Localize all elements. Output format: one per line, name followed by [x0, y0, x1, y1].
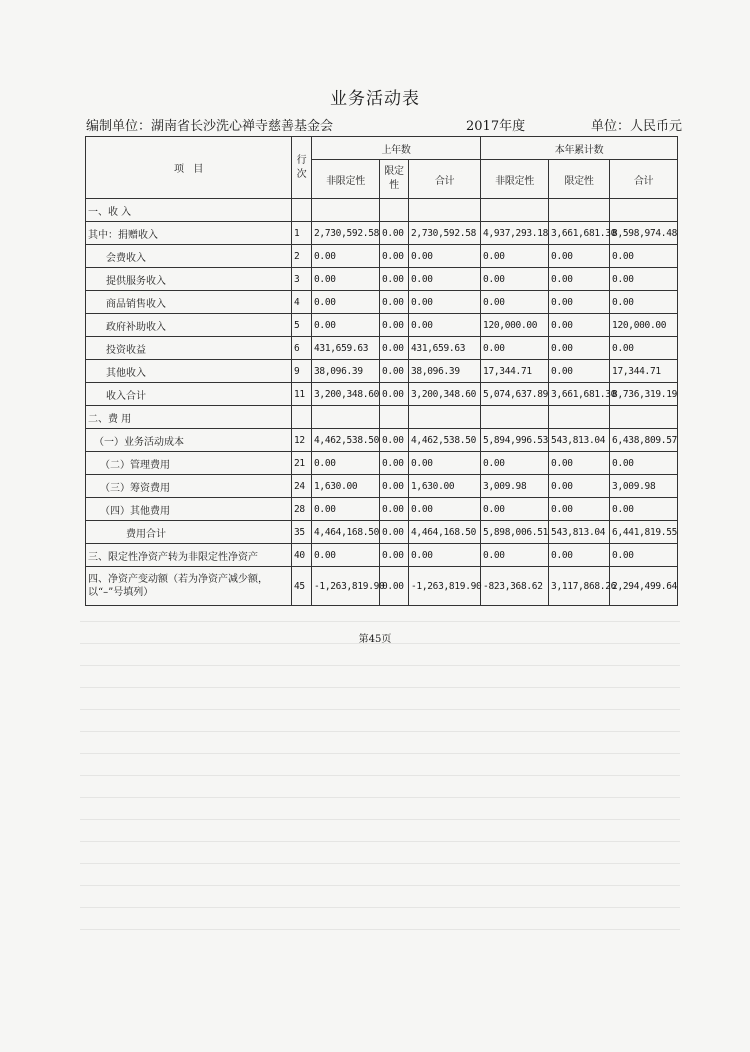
header-curr-total: 合计 [610, 160, 678, 199]
activity-statement-table [85, 136, 678, 606]
cell-prev-unrestricted: 1,630.00 [312, 475, 380, 498]
row-label: 费用合计 [86, 521, 292, 544]
cell-prev-unrestricted: 3,200,348.60 [312, 383, 380, 406]
cell-prev-restricted: 0.00 [380, 452, 409, 475]
cell-prev-total: 4,462,538.50 [409, 429, 481, 452]
cell-curr-total: 0.00 [610, 337, 678, 360]
cell-curr-total: 17,344.71 [610, 360, 678, 383]
cell-prev-restricted: 0.00 [380, 222, 409, 245]
cell-curr-restricted: 0.00 [549, 475, 610, 498]
table-row [86, 245, 678, 268]
cell-prev-restricted: 0.00 [380, 567, 409, 606]
cell-prev-unrestricted: 0.00 [312, 452, 380, 475]
cell-prev-restricted: 0.00 [380, 498, 409, 521]
header-curr-unrestricted: 非限定性 [481, 160, 549, 199]
row-line: 35 [292, 521, 312, 544]
cell-curr-total: 0.00 [610, 245, 678, 268]
cell-curr-total: 0.00 [610, 544, 678, 567]
row-label: （三）筹资费用 [86, 475, 292, 498]
cell-prev-total: 1,630.00 [409, 475, 481, 498]
table-row [86, 452, 678, 475]
cell-curr-total: 6,441,819.55 [610, 521, 678, 544]
cell-prev-unrestricted: 0.00 [312, 544, 380, 567]
cell-curr-unrestricted [481, 406, 549, 429]
cell-prev-restricted: 0.00 [380, 268, 409, 291]
cell-curr-restricted: 0.00 [549, 314, 610, 337]
cell-curr-restricted: 0.00 [549, 291, 610, 314]
row-line: 28 [292, 498, 312, 521]
cell-prev-unrestricted: 38,096.39 [312, 360, 380, 383]
cell-prev-unrestricted: 4,462,538.50 [312, 429, 380, 452]
header-item: 项 目 [86, 137, 292, 199]
header-curr-restricted: 限定性 [549, 160, 610, 199]
cell-curr-unrestricted: 0.00 [481, 337, 549, 360]
cell-curr-unrestricted: 5,898,006.51 [481, 521, 549, 544]
row-label: 商品销售收入 [86, 291, 292, 314]
cell-prev-total: 38,096.39 [409, 360, 481, 383]
header-prev-unrestricted: 非限定性 [312, 160, 380, 199]
cell-curr-restricted: 543,813.04 [549, 521, 610, 544]
cell-curr-total: 6,438,809.57 [610, 429, 678, 452]
table-row [86, 544, 678, 567]
header-prev-restricted: 限定性 [380, 160, 409, 199]
row-line: 24 [292, 475, 312, 498]
cell-curr-restricted: 3,661,681.30 [549, 222, 610, 245]
row-line: 6 [292, 337, 312, 360]
cell-curr-total: 0.00 [610, 498, 678, 521]
cell-prev-unrestricted: 0.00 [312, 314, 380, 337]
row-label: 二、费 用 [86, 406, 292, 429]
row-label: 三、限定性净资产转为非限定性净资产 [86, 544, 292, 567]
header-row-1 [86, 137, 678, 160]
cell-curr-restricted: 0.00 [549, 544, 610, 567]
table-row [86, 222, 678, 245]
cell-prev-total: 4,464,168.50 [409, 521, 481, 544]
row-label: （四）其他费用 [86, 498, 292, 521]
cell-prev-unrestricted: 0.00 [312, 268, 380, 291]
table-row [86, 475, 678, 498]
cell-prev-unrestricted [312, 199, 380, 222]
table-row [86, 337, 678, 360]
row-line: 4 [292, 291, 312, 314]
table-row [86, 199, 678, 222]
cell-curr-unrestricted: 4,937,293.18 [481, 222, 549, 245]
cell-curr-total: 8,598,974.48 [610, 222, 678, 245]
cell-prev-total: 0.00 [409, 268, 481, 291]
row-label: 投资收益 [86, 337, 292, 360]
cell-curr-unrestricted [481, 199, 549, 222]
row-label: 一、收 入 [86, 199, 292, 222]
cell-curr-total: 120,000.00 [610, 314, 678, 337]
row-label: 会费收入 [86, 245, 292, 268]
row-line: 12 [292, 429, 312, 452]
cell-curr-total: 2,294,499.64 [610, 567, 678, 606]
cell-prev-restricted: 0.00 [380, 383, 409, 406]
cell-prev-restricted: 0.00 [380, 544, 409, 567]
cell-prev-total: 0.00 [409, 245, 481, 268]
reporting-entity: 编制单位：湖南省长沙洗心禅寺慈善基金会 [86, 119, 334, 134]
row-line: 40 [292, 544, 312, 567]
cell-curr-unrestricted: 120,000.00 [481, 314, 549, 337]
cell-prev-total: 0.00 [409, 544, 481, 567]
cell-curr-unrestricted: 5,894,996.53 [481, 429, 549, 452]
table-row [86, 314, 678, 337]
header-curr-year: 本年累计数 [481, 137, 678, 160]
cell-prev-restricted: 0.00 [380, 429, 409, 452]
table-row [86, 498, 678, 521]
cell-prev-restricted: 0.00 [380, 314, 409, 337]
header-prev-total: 合计 [409, 160, 481, 199]
header-line: 行次 [292, 137, 312, 199]
cell-curr-unrestricted: 0.00 [481, 291, 549, 314]
cell-prev-total: 0.00 [409, 498, 481, 521]
cell-prev-restricted [380, 199, 409, 222]
cell-curr-total: 8,736,319.19 [610, 383, 678, 406]
row-label: 政府补助收入 [86, 314, 292, 337]
report-header [86, 115, 686, 135]
cell-prev-total: 2,730,592.58 [409, 222, 481, 245]
cell-curr-restricted: 0.00 [549, 360, 610, 383]
row-label: 其他收入 [86, 360, 292, 383]
row-line: 21 [292, 452, 312, 475]
cell-prev-unrestricted: 0.00 [312, 291, 380, 314]
row-label: （二）管理费用 [86, 452, 292, 475]
cell-prev-total: 3,200,348.60 [409, 383, 481, 406]
cell-prev-unrestricted: -1,263,819.90 [312, 567, 380, 606]
row-line: 1 [292, 222, 312, 245]
cell-curr-unrestricted: -823,368.62 [481, 567, 549, 606]
cell-curr-restricted: 3,661,681.30 [549, 383, 610, 406]
row-line: 5 [292, 314, 312, 337]
cell-prev-restricted: 0.00 [380, 521, 409, 544]
cell-curr-unrestricted: 0.00 [481, 544, 549, 567]
row-label: 四、净资产变动额（若为净资产减少额，以“–”号填列） [86, 567, 292, 606]
cell-curr-restricted [549, 199, 610, 222]
table-row [86, 268, 678, 291]
cell-curr-total [610, 406, 678, 429]
cell-curr-restricted: 3,117,868.26 [549, 567, 610, 606]
row-line: 3 [292, 268, 312, 291]
cell-curr-unrestricted: 0.00 [481, 245, 549, 268]
row-line [292, 406, 312, 429]
cell-curr-unrestricted: 0.00 [481, 268, 549, 291]
cell-curr-unrestricted: 17,344.71 [481, 360, 549, 383]
table-row [86, 291, 678, 314]
table-row [86, 360, 678, 383]
cell-curr-restricted: 0.00 [549, 268, 610, 291]
table-row [86, 383, 678, 406]
cell-prev-unrestricted: 2,730,592.58 [312, 222, 380, 245]
cell-prev-total: -1,263,819.90 [409, 567, 481, 606]
report-title: 业务活动表 [330, 89, 420, 109]
cell-curr-unrestricted: 3,009.98 [481, 475, 549, 498]
row-label: 提供服务收入 [86, 268, 292, 291]
row-line [292, 199, 312, 222]
cell-curr-restricted: 543,813.04 [549, 429, 610, 452]
cell-prev-restricted: 0.00 [380, 475, 409, 498]
table-row [86, 429, 678, 452]
cell-curr-unrestricted: 0.00 [481, 452, 549, 475]
cell-prev-total: 0.00 [409, 314, 481, 337]
row-line: 11 [292, 383, 312, 406]
cell-prev-unrestricted [312, 406, 380, 429]
cell-curr-unrestricted: 0.00 [481, 498, 549, 521]
cell-curr-total: 0.00 [610, 268, 678, 291]
cell-prev-unrestricted: 431,659.63 [312, 337, 380, 360]
cell-curr-total: 0.00 [610, 452, 678, 475]
table-row [86, 521, 678, 544]
row-line: 45 [292, 567, 312, 606]
table-row [86, 406, 678, 429]
cell-curr-restricted [549, 406, 610, 429]
table-row [86, 567, 678, 606]
currency-unit: 单位：人民币元 [591, 119, 683, 134]
cell-curr-restricted: 0.00 [549, 245, 610, 268]
cell-prev-unrestricted: 0.00 [312, 498, 380, 521]
cell-curr-unrestricted: 5,074,637.89 [481, 383, 549, 406]
cell-prev-restricted: 0.00 [380, 337, 409, 360]
cell-prev-unrestricted: 4,464,168.50 [312, 521, 380, 544]
reporting-year: 2017年度 [466, 119, 526, 134]
cell-prev-total: 0.00 [409, 452, 481, 475]
cell-curr-total: 3,009.98 [610, 475, 678, 498]
cell-curr-restricted: 0.00 [549, 498, 610, 521]
page-number: 第45页 [358, 634, 392, 645]
cell-curr-total: 0.00 [610, 291, 678, 314]
cell-curr-restricted: 0.00 [549, 337, 610, 360]
cell-prev-restricted: 0.00 [380, 291, 409, 314]
row-label: 收入合计 [86, 383, 292, 406]
cell-prev-total: 0.00 [409, 291, 481, 314]
cell-prev-unrestricted: 0.00 [312, 245, 380, 268]
header-prev-year: 上年数 [312, 137, 481, 160]
row-label: （一）业务活动成本 [86, 429, 292, 452]
cell-prev-total: 431,659.63 [409, 337, 481, 360]
row-label: 其中：捐赠收入 [86, 222, 292, 245]
cell-prev-restricted [380, 406, 409, 429]
cell-prev-restricted: 0.00 [380, 360, 409, 383]
cell-prev-restricted: 0.00 [380, 245, 409, 268]
bleed-through-background [80, 600, 680, 930]
cell-prev-total [409, 199, 481, 222]
cell-prev-total [409, 406, 481, 429]
cell-curr-restricted: 0.00 [549, 452, 610, 475]
row-line: 9 [292, 360, 312, 383]
cell-curr-total [610, 199, 678, 222]
row-line: 2 [292, 245, 312, 268]
